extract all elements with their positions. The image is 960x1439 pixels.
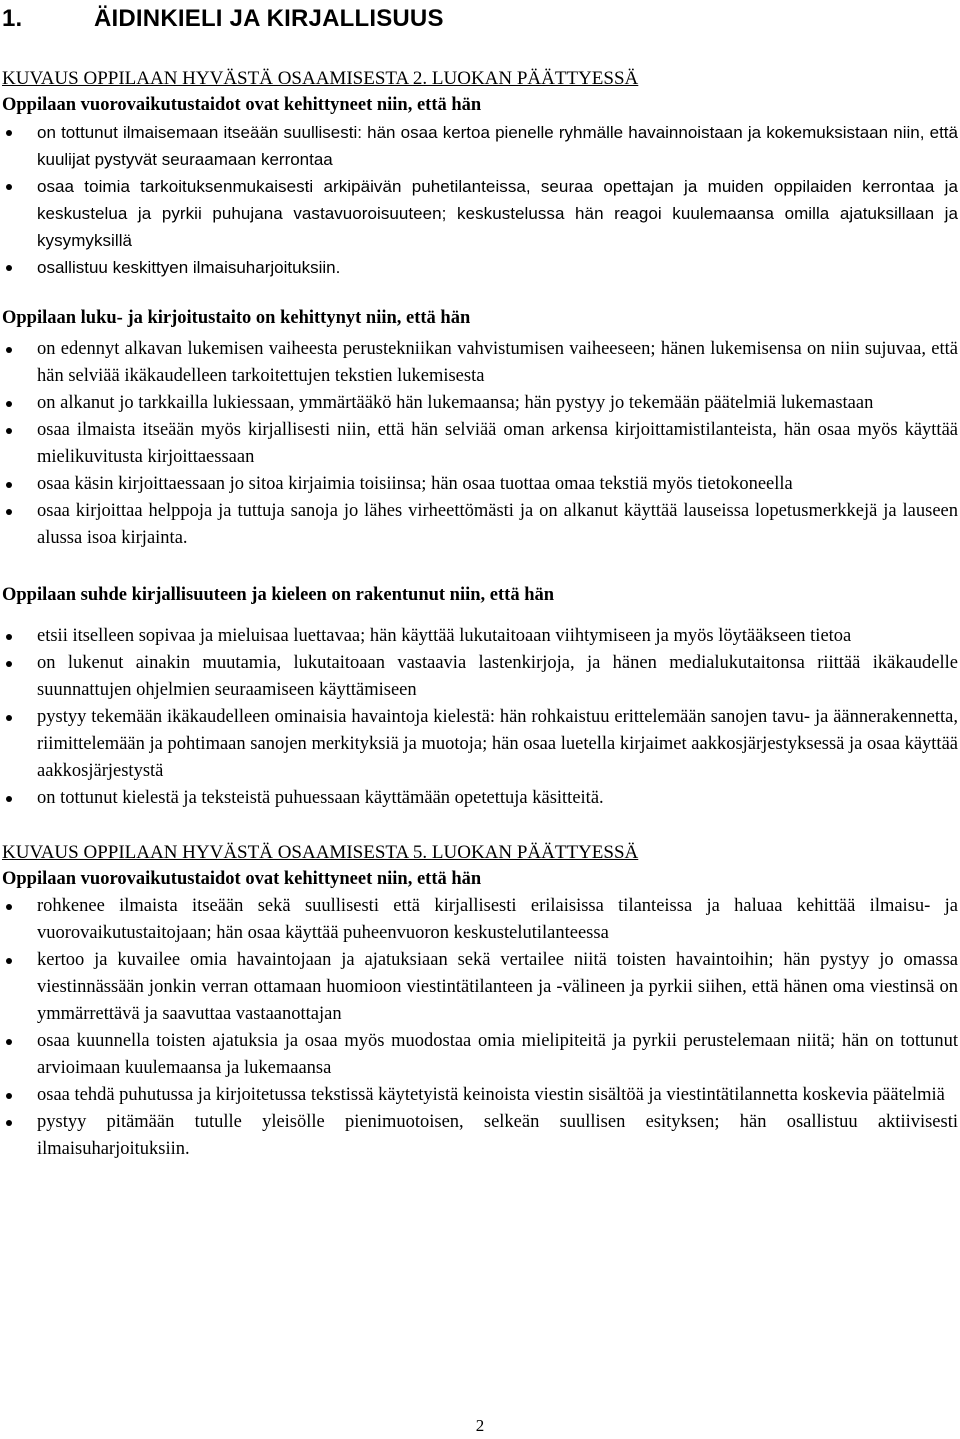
list-item: kertoo ja kuvailee omia havaintojaan ja ajatuksiaan sekä vertailee niitä toisten havaintoihin; hän pystyy jo omassa viestinnässään jonkin verran ottamaan huomioon viestintätilanteen ja -välineen ja pyrkii siihen, että hänen oma viestinsä on ymmärrettävä ja saavuttaa vastaanottajan — [2, 947, 958, 1028]
bullet-list — [2, 336, 958, 552]
list-item: osaa kuunnella toisten ajatuksia ja osaa myös muodostaa omia mielipiteitä ja pyrkii perustelemaan niitä; hän on tottunut arvioimaan kuulemaansa ja lukemaansa — [2, 1028, 958, 1082]
bullet-list — [2, 623, 958, 812]
section-heading: Oppilaan vuorovaikutustaidot ovat kehittyneet niin, että hän — [2, 869, 482, 889]
list-item: on lukenut ainakin muutamia, lukutaitoaan vastaavia lastenkirjoja, ja hänen medialukutaitonsa riittää ikäkaudelle suunnattujen ohjelmien seuraamiseen käyttämiseen — [2, 650, 958, 704]
list-item: osaa tehdä puhutussa ja kirjoitetussa tekstissä käytetyistä keinoista viestin sisältöä ja viestintätilannetta koskevia päätelmiä — [2, 1082, 958, 1109]
list-item: osaa toimia tarkoituksenmukaisesti arkipäivän puhetilanteissa, seuraa opettajan ja muiden oppilaiden kerrontaa ja keskustelua ja pyrkii puhujana vastavuoroisuuteen; keskustelussa hän reagoi kuulemaansa omilla ajatuksillaan ja kysymyksillä — [2, 173, 958, 254]
list-item: on tottunut ilmaisemaan itseään suullisesti: hän osaa kertoa pienelle ryhmälle havainnoistaan ja kokemuksistaan niin, että kuulijat pystyvät seuraamaan kerrontaa — [2, 119, 958, 173]
list-item: pystyy tekemään ikäkaudelleen ominaisia havaintoja kielestä: hän rohkaistuu erittelemään sanojen tavu- ja äännerakennetta, riimittelemään ja pohtimaan sanojen merkityksiä ja muotoja; hän osaa luetella kirjaimet aakkosjärjestyksessä ja osaa käyttää aakkosjärjestystä — [2, 704, 958, 785]
section-heading: Oppilaan suhde kirjallisuuteen ja kieleen on rakentunut niin, että hän — [2, 585, 555, 605]
grade2-title: KUVAUS OPPILAAN HYVÄSTÄ OSAAMISESTA 2. LUOKAN PÄÄTTYESSÄ — [2, 68, 639, 89]
page-number: 2 — [475, 1416, 485, 1435]
document-page — [2, 0, 958, 1163]
section-heading: Oppilaan vuorovaikutustaidot ovat kehittyneet niin, että hän — [2, 95, 482, 115]
bullet-list — [2, 893, 958, 1163]
list-item: on edennyt alkavan lukemisen vaiheesta perustekniikan vahvistumisen vaiheeseen; hänen lukemisensa on niin sujuvaa, että hän selviää ikäkaudelleen tarkoitettujen tekstien lukemisesta — [2, 336, 958, 390]
bullet-list — [2, 119, 958, 281]
list-item: on alkanut jo tarkkailla lukiessaan, ymmärtääkö hän lukemaansa; hän pystyy jo tekemään päätelmiä lukemastaan — [2, 390, 958, 417]
list-item: osaa kirjoittaa helppoja ja tuttuja sanoja jo lähes virheettömästi ja on alkanut käyttää lauseissa lopetusmerkkejä ja lauseen alussa isoa kirjainta. — [2, 498, 958, 552]
grade2-block — [2, 65, 958, 812]
section-heading: Oppilaan luku- ja kirjoitustaito on kehittynyt niin, että hän — [2, 308, 471, 328]
chapter-number: 1. — [2, 5, 23, 32]
grade5-title: KUVAUS OPPILAAN HYVÄSTÄ OSAAMISESTA 5. LUOKAN PÄÄTTYESSÄ — [2, 842, 639, 863]
list-item: osaa ilmaista itseään myös kirjallisesti niin, että hän selviää oman arkensa kirjoittamistilanteista, hän osaa myös käyttää mielikuvitusta kirjoittaessaan — [2, 417, 958, 471]
chapter-heading — [2, 0, 958, 38]
grade5-block — [2, 839, 958, 1163]
chapter-title: ÄIDINKIELI JA KIRJALLISUUS — [94, 5, 444, 32]
list-item: rohkenee ilmaista itseään sekä suullisesti että kirjallisesti erilaisissa tilanteissa ja haluaa kehittää ilmaisu- ja vuorovaikutustaitojaan; hän osaa käyttää puheenvuoron keskustelutilanteessa — [2, 893, 958, 947]
list-item: osallistuu keskittyen ilmaisuharjoituksiin. — [2, 254, 958, 281]
list-item: etsii itselleen sopivaa ja mieluisaa luettavaa; hän käyttää lukutaitoaan viihtymiseen ja myös löytääkseen tietoa — [2, 623, 958, 650]
list-item: on tottunut kielestä ja teksteistä puhuessaan käyttämään opetettuja käsitteitä. — [2, 785, 958, 812]
list-item: osaa käsin kirjoittaessaan jo sitoa kirjaimia toisiinsa; hän osaa tuottaa omaa tekstiä myös tietokoneella — [2, 471, 958, 498]
list-item: pystyy pitämään tutulle yleisölle pienimuotoisen, selkeän suullisen esityksen; hän osallistuu aktiivisesti ilmaisuharjoituksiin. — [2, 1109, 958, 1163]
